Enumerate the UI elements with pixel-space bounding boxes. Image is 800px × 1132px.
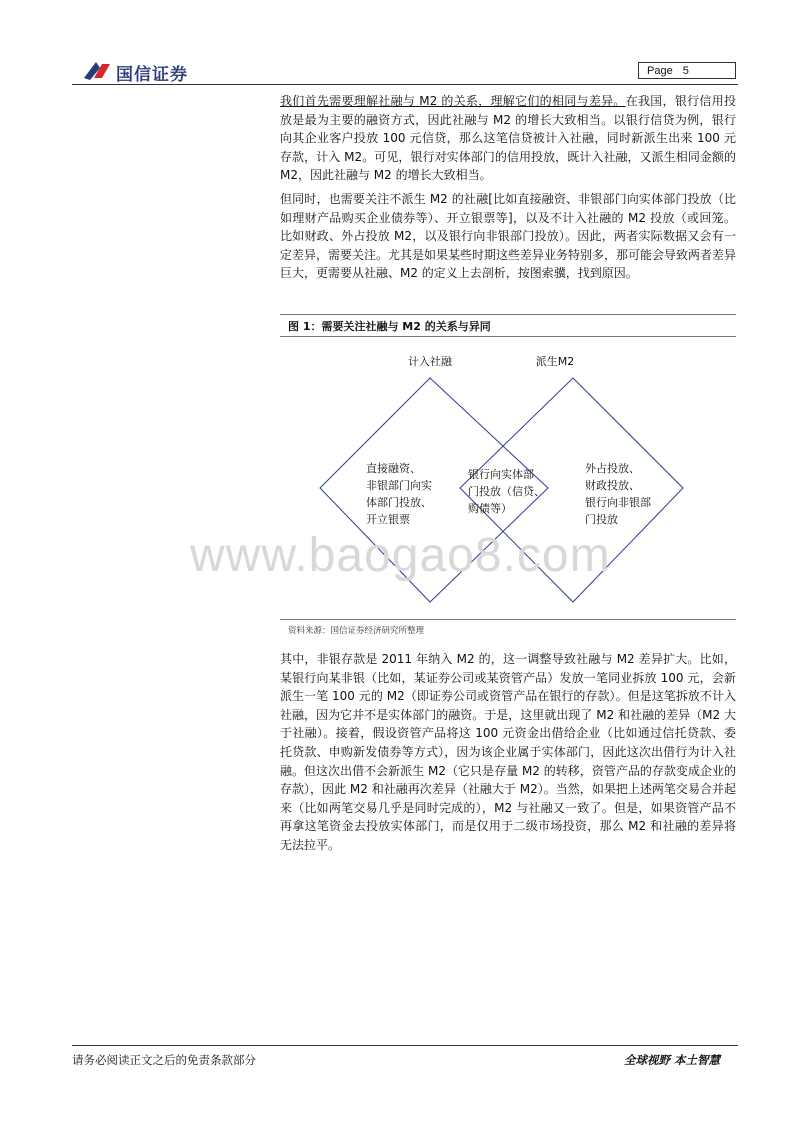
company-name: 国信证券 (116, 65, 188, 85)
center-line-3: 购债等） (468, 502, 512, 515)
watermark: www.baogao8.com (190, 529, 611, 582)
paragraph-1 (280, 92, 736, 185)
page-number: 5 (682, 65, 689, 77)
company-logo-icon (82, 58, 112, 82)
paragraph-2: 但同时，也需要关注不派生 M2 的社融[比如直接融资、非银部门向实体部门投放（比如理财产品购买企业债券等）、开立银票等]，以及不计入社融的 M2 投放（或回笼。比如财政、外占投放 M2，以及银行向非银部门投放）。因此，两者实际数据又会有一定差异，需要关注。尤其是如果某些时期这些差异业务特别多，那可能会导致两者差异巨大，更需要从社融、M2 的定义上去剖析，按图索骥，找到原因。 (280, 192, 737, 281)
paragraph-3: 其中，非银存款是 2011 年纳入 M2 的，这一调整导致社融与 M2 差异扩大。比如，某银行向某非银（比如，某证券公司或某资管产品）发放一笔同业拆放 100 元，会新派生一笔 100 元的 M2（即证券公司或资管产品在银行的存款）。但是这笔拆放不计入社融，因为它并不是实体部门的融资。于是，这里就出现了 M2 和社融的差异（M2 大于社融）。接着，假设资管产品将这 100 元资金出借给企业（比如通过信托贷款、委托贷款、申购新发债券等方式），因为该企业属于实体部门，因此这次出借行为计入社融。但这次出借不会新派生 M2（它只是存量 M2 的转移，资管产品的存款变成企业的存款），因此 M2 和社融再次差异（社融大于 M2）。当然，如果把上述两笔交易合并起来（比如两笔交易几乎是同时完成的），M2 与社融又一致了。但是，如果资管产品不再拿这笔资金去投放实体部门，而是仅用于二级市场投资，那么 M2 和社融的差异将无法拉平。 (280, 652, 736, 852)
figure-bottom-rule (280, 619, 736, 620)
footer-divider (72, 1045, 738, 1046)
diagram-label-right-top: 派生M2 (535, 355, 575, 368)
center-line-1: 银行向实体部 (468, 468, 534, 481)
header-divider (72, 84, 738, 85)
diagram-center-text (468, 467, 545, 515)
right-line-1: 外占投放、 (585, 462, 640, 475)
paragraph-1-lead: 我们首先需要理解社融与 M2 的关系，理解它们的相同与差异。 (280, 94, 626, 108)
paragraph-1-body: 在我国，银行信用投放是最为主要的融资方式，因此社融与 M2 的增长大致相当。以银行信贷为例，银行向其企业客户投放 100 元信贷，那么这笔信贷被计入社融，同时新派生出来 100 元存款，计入 M2。可见，银行对实体部门的信用投放，既计入社融，又派生相同金额的 M2，因此社融与 M2 的增长大致相当。 (280, 94, 736, 183)
right-line-3: 银行向非银部 (585, 496, 651, 509)
left-line-2: 非银部门向实 (366, 479, 432, 492)
diagram-left-text (366, 461, 432, 526)
left-line-3: 体部门投放、 (366, 496, 432, 509)
left-line-1: 直接融资、 (366, 462, 421, 475)
left-line-4: 开立银票 (366, 513, 410, 526)
diagram-label-left-top: 计入社融 (408, 355, 452, 368)
footer-slogan: 全球视野 本土智慧 (624, 1053, 721, 1067)
center-line-2: 门投放（信贷、 (468, 485, 545, 498)
figure-title: 图 1：需要关注社融与 M2 的关系与异同 (288, 320, 491, 333)
figure-title-top-rule (280, 314, 736, 315)
footer-disclaimer: 请务必阅读正文之后的免责条款部分 (72, 1053, 256, 1067)
page-label: Page (647, 65, 673, 77)
right-line-2: 财政投放、 (585, 479, 640, 492)
page-indicator (638, 62, 736, 79)
figure-source: 资料来源：国信证券经济研究所整理 (288, 626, 425, 636)
diagram-right-text (585, 461, 651, 526)
figure-title-bottom-rule (280, 336, 736, 337)
right-line-4: 门投放 (585, 513, 618, 526)
